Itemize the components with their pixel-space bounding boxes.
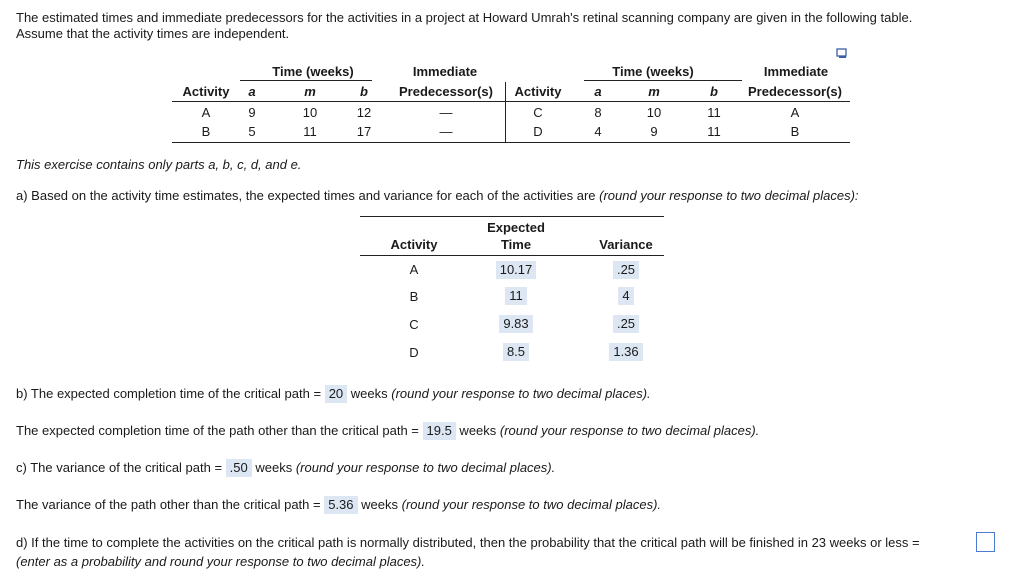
part-b1-text: b) The expected completion time of the critical path =: [16, 386, 325, 401]
other-path-variance-answer[interactable]: 5.36: [324, 496, 357, 514]
header-bottom-rule: [172, 101, 850, 102]
header-a-right: a: [594, 84, 602, 99]
exp-top-rule: [360, 216, 664, 217]
row-right-2-m: 9: [650, 124, 658, 139]
row-right-2-a: 4: [594, 124, 602, 139]
part-a-rounding: (round your response to two decimal places):: [599, 188, 859, 203]
time-underline-left: [240, 80, 372, 81]
row-left-1-a: 9: [248, 105, 256, 120]
header-predecessor-left: Predecessor(s): [399, 84, 493, 99]
part-b2-rounding: (round your response to two decimal places).: [499, 423, 760, 438]
row-right-1-activity: C: [533, 105, 543, 120]
part-d-instructions: (enter as a probability and round your response to two decimal places).: [16, 554, 425, 569]
critical-path-time-answer[interactable]: 20: [325, 385, 347, 403]
row-left-2-a: 5: [248, 124, 256, 139]
row-left-2-m: 11: [303, 124, 317, 139]
part-c2-text: The variance of the path other than the critical path =: [16, 497, 325, 512]
part-c-critical: [16, 459, 555, 477]
header-immediate-right: Immediate: [763, 64, 829, 79]
exp-row-2-activity: B: [409, 289, 419, 304]
exp-header-time: Time: [500, 237, 532, 252]
row-right-1-b: 11: [707, 105, 721, 120]
exp-header-expected: Expected: [487, 220, 545, 235]
exp-header-activity: Activity: [390, 237, 438, 252]
part-a-text: a) Based on the activity time estimates, the expected times and variance for each of the activities are: [16, 188, 600, 203]
part-c1-text: c) The variance of the critical path =: [16, 460, 226, 475]
copy-icon[interactable]: [836, 48, 848, 60]
header-activity-left: Activity: [182, 84, 230, 99]
row-right-1-a: 8: [594, 105, 602, 120]
part-b1-rounding: (round your response to two decimal places).: [391, 386, 651, 401]
exp-row-1-activity: A: [409, 262, 419, 277]
table-divider: [505, 82, 506, 143]
header-activity-right: Activity: [514, 84, 562, 99]
intro-line-1: The estimated times and immediate predecessors for the activities in a project at Howard Umrah's retinal scanning company are given in the following table.: [16, 10, 913, 25]
exp-row-3-expected[interactable]: 9.83: [499, 315, 532, 333]
other-path-time-answer[interactable]: 19.5: [423, 422, 456, 440]
time-underline-right: [584, 80, 742, 81]
exercise-note: This exercise contains only parts a, b, c, d, and e.: [16, 157, 302, 172]
row-right-2-b: 11: [707, 124, 721, 139]
row-right-1-m: 10: [646, 105, 662, 120]
row-left-2-activity: B: [201, 124, 211, 139]
row-left-1-b: 12: [356, 105, 372, 120]
header-time-weeks-right: Time (weeks): [612, 64, 694, 79]
header-immediate-left: Immediate: [412, 64, 478, 79]
header-m-left: m: [304, 84, 316, 99]
row-left-1-activity: A: [201, 105, 211, 120]
critical-path-variance-answer[interactable]: .50: [226, 459, 252, 477]
part-b2-unit: weeks: [455, 423, 500, 438]
exp-row-1-expected[interactable]: 10.17: [496, 261, 537, 279]
part-c1-rounding: (round your response to two decimal places).: [295, 460, 556, 475]
row-left-1-m: 10: [302, 105, 318, 120]
header-a-left: a: [248, 84, 256, 99]
part-a-question: [16, 188, 859, 203]
part-b1-unit: weeks: [347, 386, 392, 401]
part-c1-unit: weeks: [251, 460, 296, 475]
exp-row-4-expected[interactable]: 8.5: [503, 343, 529, 361]
row-left-1-pred: —: [439, 105, 453, 120]
part-d-question: d) If the time to complete the activities on the critical path is normally distributed, then the probability that the critical path will be finished in 23 weeks or less =: [16, 535, 920, 550]
part-c2-rounding: (round your response to two decimal places).: [401, 497, 662, 512]
exp-row-4-variance[interactable]: 1.36: [609, 343, 642, 361]
part-c-other: [16, 496, 661, 514]
part-b-other: [16, 422, 759, 440]
exp-row-2-variance[interactable]: 4: [618, 287, 633, 305]
exp-row-4-activity: D: [409, 345, 419, 360]
probability-answer-input[interactable]: [976, 532, 995, 552]
exp-header-variance: Variance: [599, 237, 653, 252]
problem-intro: [16, 10, 1006, 42]
row-left-2-b: 17: [356, 124, 372, 139]
row-right-2-activity: D: [533, 124, 543, 139]
part-c2-unit: weeks: [357, 497, 402, 512]
exp-row-3-variance[interactable]: .25: [613, 315, 639, 333]
row-right-2-pred: B: [790, 124, 800, 139]
header-predecessor-right: Predecessor(s): [748, 84, 842, 99]
row-left-2-pred: —: [439, 124, 453, 139]
header-m-right: m: [648, 84, 660, 99]
exp-row-3-activity: C: [409, 317, 419, 332]
intro-line-2: Assume that the activity times are independent.: [16, 26, 290, 41]
exp-row-1-variance[interactable]: .25: [613, 261, 639, 279]
part-b2-text: The expected completion time of the path other than the critical path =: [16, 423, 423, 438]
table-bottom-rule: [172, 142, 850, 143]
part-b-critical: [16, 385, 651, 403]
header-b-left: b: [360, 84, 368, 99]
header-b-right: b: [710, 84, 718, 99]
row-right-1-pred: A: [790, 105, 800, 120]
exp-header-rule: [360, 255, 664, 256]
header-time-weeks-left: Time (weeks): [272, 64, 354, 79]
exp-row-2-expected[interactable]: 11: [505, 287, 527, 305]
